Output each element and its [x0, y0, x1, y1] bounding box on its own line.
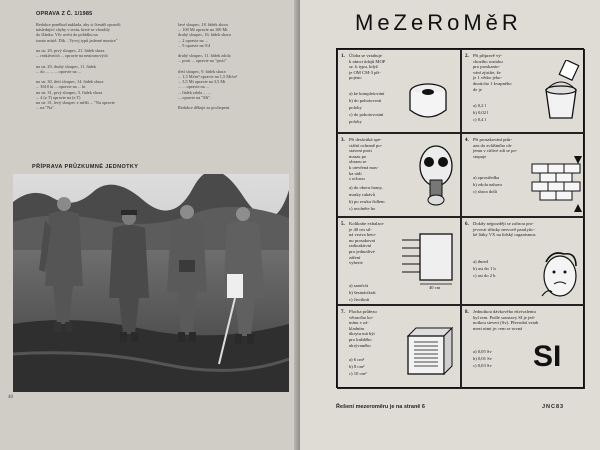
errata-line: ... 100 Mt opravte na 100 Mt [178, 27, 228, 33]
bucket-icon [538, 60, 582, 122]
question-2 [461, 49, 585, 133]
answer-options [473, 348, 492, 369]
thinking-face-icon [534, 248, 582, 302]
question-line: úkrytu má být [349, 331, 375, 337]
errata-line: ... 3610 kt ... opravte na ... kt [36, 84, 86, 90]
question-number: 7. [341, 310, 345, 315]
answer-option: a) ke kompletování [349, 91, 385, 96]
question-text [473, 53, 512, 92]
errata-line: na str. 29, druhý sloupec, 11. řádek [36, 63, 96, 69]
question-line: ka rádi [349, 170, 362, 176]
question-text [473, 309, 538, 331]
question-line: notkou sievert (Sv). Převodní vztah [473, 320, 539, 326]
errata-line: ... 2 opravte na ... [178, 37, 208, 43]
answer-option: b) 8 cm² [349, 364, 365, 369]
question-number: 1. [341, 54, 345, 59]
brick-wall-icon [530, 156, 582, 212]
question-line: ciální ochraně po- [349, 142, 383, 148]
question-line: sz. k typu, když [349, 64, 378, 70]
question-line: obrazu se [349, 159, 367, 165]
question-line: azu do zvláštního ob- [473, 142, 513, 148]
question-line: staveni proti [349, 148, 372, 154]
photo-caption: PŘÍPRAVA PRŮZKUMNÉ JEDNOTKY [32, 164, 139, 170]
answer-option: masky rukávů [349, 192, 375, 197]
errata-line: Redakce děkuje za pochopení. [178, 105, 231, 111]
question-text [349, 137, 382, 182]
question-line: stupuje [473, 153, 487, 159]
errata-line: ... proti ... opravte na "proti" [178, 58, 227, 64]
quiz-grid [336, 48, 584, 388]
answer-option: b) 0,01 Sv [473, 356, 493, 361]
roll-tape-icon [408, 80, 456, 124]
errata-line: na str. 31, prvý sloupec, 5. řádek shora [36, 89, 103, 95]
question-line: mínu v zá- [349, 320, 369, 326]
answer-option: b) šestnáctkrát [349, 290, 376, 295]
answer-option: c) do pohotovostní [349, 112, 384, 117]
errata-line: třetí sloupec, 9. řádek shora [178, 68, 226, 74]
answer-option: polohy [349, 105, 362, 110]
answer-options [473, 174, 502, 195]
question-line: mrazu po [349, 153, 367, 159]
answer-option: a) do oboru hrany, [349, 185, 383, 190]
answer-option: c) čtvrtkrát [349, 297, 370, 302]
question-6 [461, 217, 585, 305]
errata-line: ... reaktivních ... opravte na neutronových [36, 53, 108, 59]
errata-line: následující chyby v textu, které se vloudily [36, 27, 110, 33]
question-line: kladním [349, 325, 365, 331]
team-photograph [13, 174, 289, 392]
question-line: Při desáctiká spe- [349, 137, 382, 142]
question-line: byl rem. Podle soustavy SI je jed- [473, 314, 536, 320]
question-line: dnoticho 1 kvapného [473, 80, 512, 86]
errata-line: do článku. Věc uvést do pořádku na [36, 32, 98, 38]
answer-option: a) ihned [473, 259, 488, 264]
question-line: Plocha průřezu [349, 309, 377, 314]
question-line: s ochrou [349, 176, 365, 182]
errata-line: druhý sloupec, 16. řádek shora [178, 32, 231, 38]
question-line: je 40 cm sil- [349, 226, 372, 232]
errata-line: ... 3,5 Mt opravte na 3,5 Mt [178, 79, 226, 85]
answer-option: a) samčrát [349, 283, 369, 288]
question-line: vyberte [349, 260, 363, 266]
question-text [473, 221, 535, 238]
question-line: pojeno [349, 75, 362, 81]
question-text [349, 309, 377, 348]
answer-options [349, 184, 385, 212]
solution-note: Řešení mezeroměru je na straně 6 [336, 404, 425, 410]
page-number: 40 [8, 395, 13, 400]
errata-heading: OPRAVA Z Č. 1/1985 [36, 11, 93, 17]
question-8 [461, 305, 585, 389]
question-5 [337, 217, 461, 305]
answer-options [349, 282, 376, 303]
errata-line: Redakce poněkud naklada, aby si čtenáři opravili [36, 22, 121, 27]
answer-options [349, 356, 366, 377]
question-line: ná vrstva beto- [349, 232, 377, 238]
answer-option: b) 0,02 l [473, 110, 489, 115]
page-title: MeZeRoMěR [355, 10, 522, 35]
question-number: 2. [465, 54, 469, 59]
answer-option: b) po zvuku čidlem [349, 199, 385, 204]
answer-option: c) 0,4 l [473, 117, 486, 122]
errata-line: ... řádek zdola ... ... [178, 89, 211, 95]
question-text [349, 53, 385, 81]
answer-option: b) asi do 1 h [473, 266, 496, 271]
question-line: záření [349, 254, 361, 260]
question-line: jevovat účinky nervově paralytic- [473, 226, 535, 232]
answer-options [473, 258, 496, 279]
answer-option: b) zdola nahoru [473, 182, 502, 187]
question-number: 6. [465, 222, 469, 227]
errata-line: na str. 29, prvý sloupec, 21. řádek shora [36, 48, 105, 54]
answer-option: a) 6 cm² [349, 357, 365, 362]
answer-option: b) do pohotovosti [349, 98, 382, 103]
answer-options [349, 90, 384, 125]
question-4 [461, 133, 585, 217]
question-line: ukrývaného [349, 342, 371, 348]
footer-code: JNC83 [542, 404, 565, 410]
question-line: Při prosakování průr- [473, 137, 513, 142]
question-text [473, 137, 517, 159]
question-line: Kolikráte exhalace [349, 221, 384, 226]
ventilation-duct-icon [404, 324, 456, 382]
errata-line: druhý sloupec, 11. řádek zdola [178, 53, 231, 59]
errata-line: ... 4 (z T) opravte na (z T) [36, 94, 81, 100]
errata-line: na str. 30, třetí sloupec, 14. řádek shora [36, 79, 104, 85]
question-line: de je [473, 86, 482, 92]
question-line: větracího ko- [349, 314, 374, 320]
question-line: je OM CM-3 při- [349, 69, 381, 75]
question-line: chozího roztoku [473, 58, 503, 64]
answer-options [473, 102, 488, 123]
question-line: jemu v citlivé zdi se po- [473, 148, 518, 154]
errata-column-1 [36, 22, 121, 110]
answer-option: c) asi do 2 h [473, 273, 496, 278]
question-line: k otevřená mas- [349, 164, 379, 170]
question-line: Při přípravě vý- [473, 53, 503, 58]
question-7 [337, 305, 461, 389]
question-line: nu prosakovat [349, 237, 375, 243]
question-3 [337, 133, 461, 217]
errata-column-2 [178, 22, 237, 110]
question-line: ké látky VX na lidský organismus [473, 232, 536, 238]
question-line: pro proskanto- [473, 64, 500, 70]
errata-line: ... ... opravte na ... [178, 84, 209, 90]
question-line: vání zjistíte, že [473, 69, 501, 75]
si-label: SI [533, 340, 562, 373]
answer-option: a) zprostředka [473, 175, 500, 180]
question-text [349, 221, 384, 266]
answer-option: c) uvolněte ho [349, 206, 376, 211]
errata-line: ... do ... ... ... opravte na ... [36, 68, 81, 74]
question-line: mezi nimi je: rem se rovná [473, 325, 523, 331]
gas-mask-icon [414, 144, 458, 208]
errata-line: na str. 31, levý sloupec v mříži ... "Na opravte [36, 100, 115, 106]
answer-option: c) 10 cm² [349, 371, 367, 376]
question-line: Dokdy nejpozději se začnou pro- [473, 221, 534, 226]
question-number: 5. [341, 222, 345, 227]
question-line: je 1 vědro jeho- [473, 75, 502, 81]
errata-line: ... 9 opravte na 9/4 [178, 42, 211, 48]
question-line: pro jednotlivé [349, 248, 375, 254]
question-number: 4. [465, 138, 469, 143]
concrete-wall-radiation-icon [400, 232, 458, 292]
answer-option: c) 0,03 Sv [473, 363, 492, 368]
answer-option: a) 0,2 l [473, 103, 486, 108]
answer-option: polohy [349, 119, 362, 124]
errata-line: tomto místě. Dík. ..Vyvoj typů jaderné munice" [36, 37, 118, 43]
question-line: Jednotkou dávkového ekvivalentu [473, 309, 536, 314]
question-line: pro každého [349, 336, 372, 342]
thickness-label: 40 cm [429, 285, 441, 290]
question-line: k rámci údajů MOP [349, 58, 386, 64]
errata-line: lavé sloupec, 18. řádek shora [178, 22, 228, 27]
errata-line: ... opravte na "Mt". [178, 94, 211, 100]
question-1 [337, 49, 461, 133]
question-line: Úloha se vztahuje [349, 53, 382, 58]
errata-line: ... na "Na". [36, 105, 56, 111]
question-number: 8. [465, 310, 469, 315]
answer-option: a) 0,05 Sv [473, 349, 492, 354]
question-number: 3. [341, 138, 345, 143]
question-line: radioaktivní [349, 243, 372, 249]
answer-option: c) shora dolů [473, 189, 497, 194]
errata-line: ... 1,5 Mt/m² opravte na 1,5 Mt/m² [178, 74, 238, 80]
